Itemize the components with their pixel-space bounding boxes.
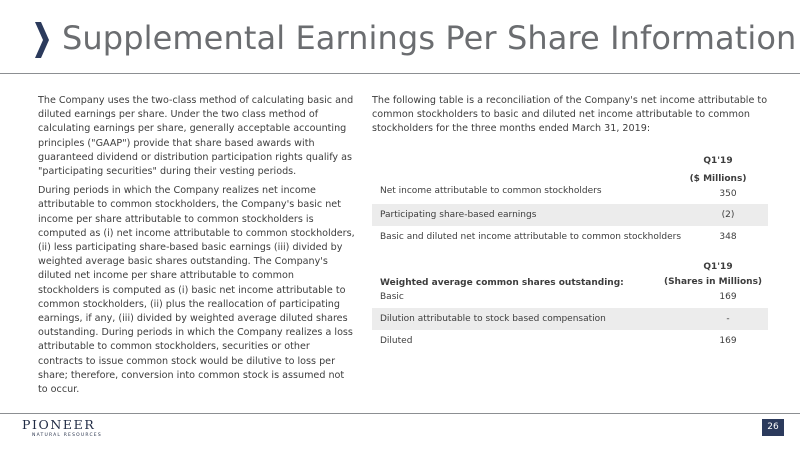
table2-column-unit: (Shares in Millions) — [663, 277, 763, 287]
row-label: Participating share-based earnings — [380, 210, 537, 220]
paragraph-computation: During periods in which the Company realizes net income attributable to common stockholders, the Company's basic net income per share attributable to common stockholders is computed as (i) net income attributable to common stockholders, (ii) less participating share-based basic earnings (iii) divided by weighted average basic shares outstanding. The Company's diluted net income per share attributable to common stockholders is computed as (i) basic net income attributable to common stockholders, (ii) plus the reallocation of participating earnings, if any, (iii) divided by weighted average diluted shares outstanding. During periods in which the Company realizes a loss attributable to common stockholders, securities or other contracts to issue common stock would be dilutive to loss per share; therefore, conversion into common stock is assumed not to occur. — [38, 185, 355, 396]
header-divider — [0, 73, 800, 74]
row-value: 169 — [719, 336, 737, 346]
logo-tagline: NATURAL RESOURCES — [32, 433, 102, 438]
row-label: Basic — [380, 292, 404, 302]
table-row — [372, 308, 768, 330]
page-number: 26 — [762, 419, 784, 436]
row-label: Net income attributable to common stockholders — [380, 186, 602, 196]
table-row — [372, 226, 768, 248]
row-value: (2) — [721, 210, 735, 220]
paragraph-two-class-method: The Company uses the two-class method of calculating basic and diluted earnings per share. Under the two class method of calculating earnings per share, generally acceptable accounting principles ("GAAP") provide that share based awards with guaranteed dividend or distribution participation rights qualify as "participating securities" during their vesting periods. — [38, 95, 354, 178]
table-row — [372, 204, 768, 226]
table1-column-unit: ($ Millions) — [689, 174, 747, 184]
footer-divider — [0, 413, 800, 414]
row-value: - — [726, 314, 730, 324]
slide-header — [0, 0, 800, 74]
row-label: Diluted — [380, 336, 413, 346]
method-description — [38, 94, 356, 402]
row-value: 169 — [719, 292, 737, 302]
table-row — [372, 330, 768, 352]
table1-column-period: Q1'19 — [703, 156, 733, 166]
chevron-right-icon — [33, 22, 49, 58]
reconciliation-intro: The following table is a reconciliation of the Company's net income attributable to common stockholders to basic and diluted net income attributable to common stockholders for the three months ended March 31, 2019: — [372, 95, 768, 135]
row-value: 350 — [719, 189, 737, 199]
table-row — [372, 286, 768, 308]
row-label: Dilution attributable to stock based compensation — [380, 314, 606, 324]
section-label: Weighted average common shares outstanding: — [380, 278, 624, 288]
page-title: Supplemental Earnings Per Share Information — [62, 19, 797, 57]
row-value: 348 — [719, 232, 737, 242]
table-row — [372, 180, 768, 202]
row-label: Basic and diluted net income attributable to common stockholders — [380, 232, 682, 242]
table2-column-period: Q1'19 — [703, 262, 733, 272]
logo-wordmark: PIONEER — [22, 417, 96, 432]
company-logo — [22, 418, 112, 444]
reconciliation-intro-block — [372, 94, 768, 137]
